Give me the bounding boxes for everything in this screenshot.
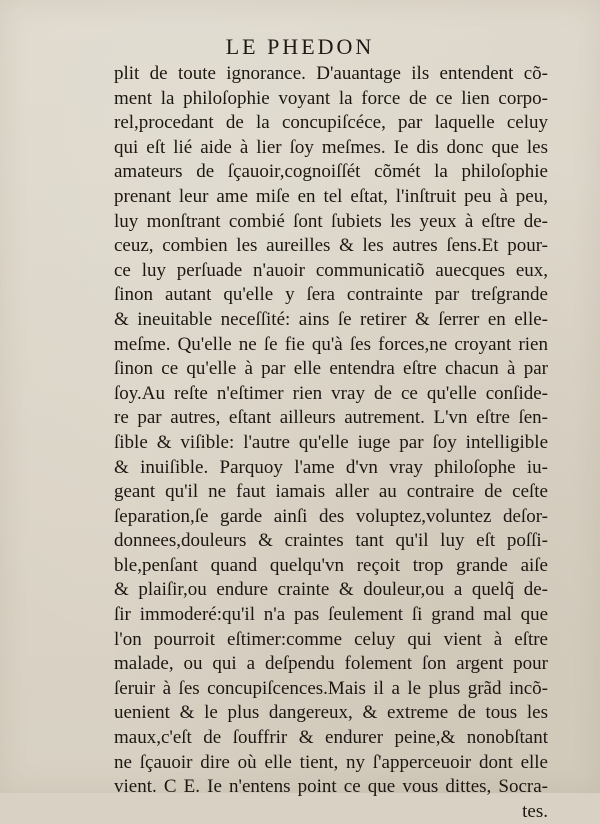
text-line: & plaiſir,ou endure crainte & douleur,ou a quelq̃ de- [114,579,548,601]
text-line: malade, ou qui a deſpendu folement ſon argent pour [114,653,548,675]
text-line: ſible & viſible: l'autre qu'elle iuge par ſoy intelligible [114,431,548,453]
text-line: qui eſt lié aide à lier ſoy meſmes. Ie dis donc que les [114,136,548,158]
text-line: donnees,douleurs & craintes tant qu'il luy eſt poſſi- [114,530,548,552]
text-line: ne ſçauoir dire où elle tient, ny ſ'apperceuoir dont elle [114,751,548,773]
text-line: l'on pourroit eſtimer:comme celuy qui vient à eſtre [114,628,548,650]
text-line: ſeparation,ſe garde ainſi des voluptez,voluntez deſor- [114,505,548,527]
text-line-last: tes. [522,800,548,822]
text-line: plit de toute ignorance. D'auantage ils entendent cõ- [114,63,548,84]
text-line: uenient & le plus dangereux, & extreme de tous les [114,702,548,724]
text-line: luy monſtrant combié ſont ſubiets les yeux à eſtre de- [114,210,548,232]
text-line: prenant leur ame miſe en tel eſtat, l'inſtruit peu à peu, [114,185,548,207]
text-line: amateurs de ſçauoir,cognoiſſét cõmét la philoſophie [114,161,548,183]
text-line: ſeruir à ſes concupiſcences.Mais il a le plus grãd incõ- [114,677,548,699]
text-line: ſoy.Au reſte n'eſtimer rien vray de ce qu'elle conſide- [114,382,548,404]
running-title: LE PHEDON [225,34,375,59]
text-line: ſir immoderé:qu'il n'a pas ſeulement ſi grand mal que [114,604,548,626]
text-line: ſinon autant qu'elle y ſera contrainte par treſgrande [114,284,548,306]
text-line: rel,procedant de la concupiſcéce, par laquelle celuy [114,112,548,134]
text-line: ſinon ce qu'elle à par elle entendra eſtre chacun à par [114,358,548,380]
text-line: & ineuitable neceſſité: ains ſe retirer & ſerrer en elle- [114,308,548,330]
text-line: ment la philoſophie voyant la force de ce lien corpo- [114,87,548,109]
text-line: & inuiſible. Parquoy l'ame d'vn vray philoſophe iu- [114,456,548,478]
text-line: maux,c'eſt de ſouffrir & endurer peine,& nonobſtant [114,727,548,749]
text-line: geant qu'il ne faut iamais aller au contraire de ceſte [114,481,548,503]
text-line: vient. C E. Ie n'entens point ce que vous dittes, Socra- [114,776,548,798]
text-line: ce luy perſuade n'auoir communicatiõ auecques eux, [114,259,548,281]
text-line: ceuz, combien les aureilles & les autres ſens.Et pour- [114,235,548,257]
text-line: re par autres, eſtant ailleurs autrement. L'vn eſtre ſen- [114,407,548,429]
body-text [114,62,548,824]
text-line: ble,penſant quand quelqu'vn reçoit trop grande aiſe [114,554,548,576]
text-line: meſme. Qu'elle ne ſe fie qu'à ſes forces,ne croyant rien [114,333,548,355]
